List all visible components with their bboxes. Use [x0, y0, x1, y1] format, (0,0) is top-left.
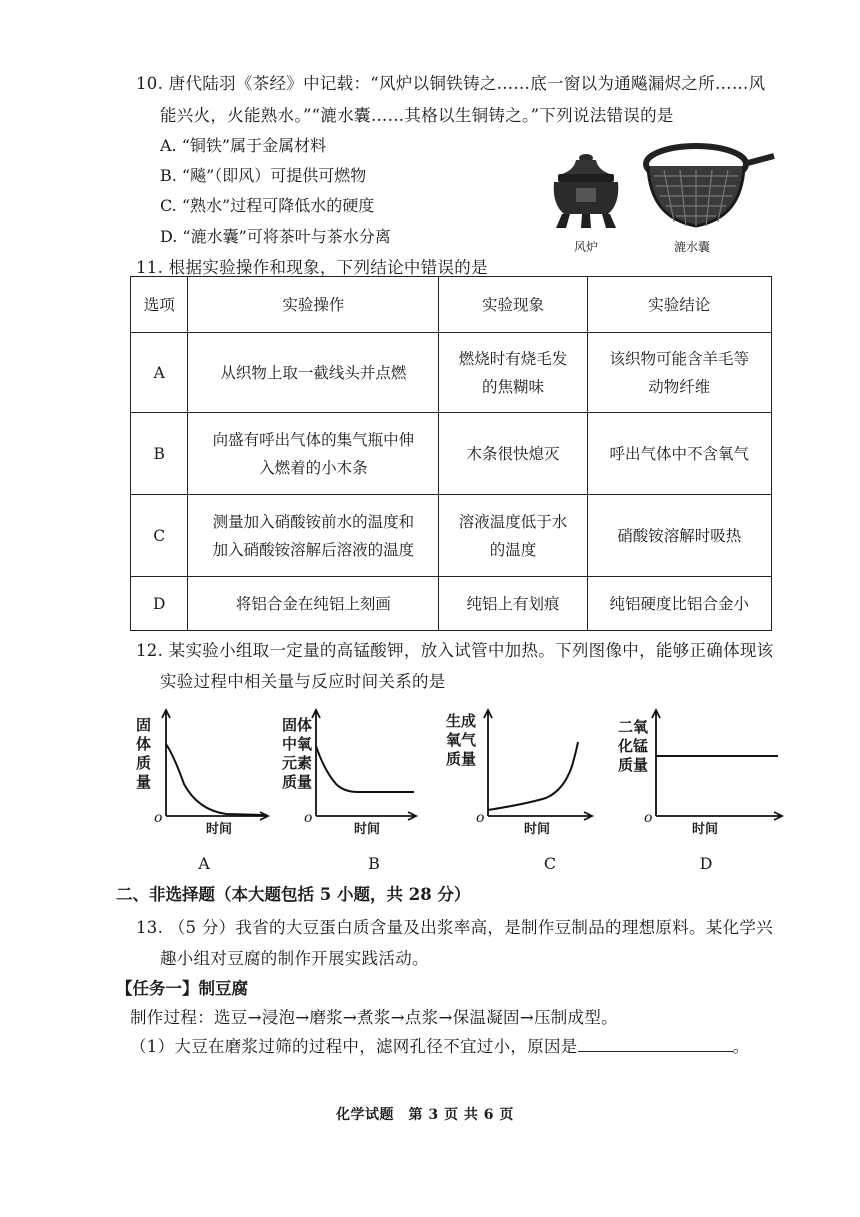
strainer-bag-image [640, 140, 778, 240]
task-one-heading: 【任务一】制豆腐 [116, 979, 248, 998]
q10-option-b: B. “飚”（即风）可提供可燃物 [160, 166, 367, 185]
q12-line-1: 12. 某实验小组取一定量的高锰酸钾，放入试管中加热。下列图像中，能够正确体现该 [136, 641, 774, 660]
row-phenomenon: 溶液温度低于水 的温度 [439, 495, 587, 577]
graph-a [136, 706, 276, 840]
answer-blank[interactable] [578, 1037, 733, 1052]
graph-a-xlabel: 时间 [206, 822, 233, 837]
graph-a-ylabel: 固 体 质 量 [136, 716, 152, 791]
sub-question-1: （1）大豆在磨浆过筛的过程中，滤网孔径不宜过小，原因是 。 [130, 1037, 750, 1056]
table-row [131, 577, 772, 631]
table-header-row [131, 277, 772, 333]
graph-d-letter: D [699, 854, 713, 873]
graph-a-origin: o [154, 810, 163, 826]
row-conclusion: 硝酸铵溶解时吸热 [587, 495, 771, 577]
page-footer: 化学试题 第 3 页 共 6 页 [336, 1107, 514, 1123]
row-operation: 从织物上取一截线头并点燃 [188, 333, 439, 413]
row-option: D [131, 577, 188, 631]
row-conclusion: 该织物可能含羊毛等 动物纤维 [587, 333, 771, 413]
strainer-bag-caption: 漉水囊 [673, 240, 710, 254]
table-row [131, 413, 772, 495]
row-option: A [131, 333, 188, 413]
graph-d-origin: o [644, 810, 653, 826]
wind-furnace-caption: 风炉 [573, 240, 598, 254]
table-row [131, 495, 772, 577]
row-phenomenon: 木条很快熄灭 [439, 413, 587, 495]
header-conclusion: 实验结论 [587, 277, 771, 333]
graph-a-letter: A [198, 854, 210, 873]
q11-stem: 11. 根据实验操作和现象，下列结论中错误的是 [136, 258, 488, 277]
graph-c-xlabel: 时间 [524, 822, 551, 837]
row-phenomenon: 纯铝上有划痕 [439, 577, 587, 631]
q10-line-1: 10. 唐代陆羽《茶经》中记载：“风炉以铜铁铸之……底一窗以为通飚漏烬之所……风 [136, 74, 766, 93]
row-conclusion: 呼出气体中不含氧气 [587, 413, 771, 495]
graph-c-origin: o [476, 810, 485, 826]
header-phenomenon: 实验现象 [439, 277, 587, 333]
section-heading: 二、非选择题（本大题包括 5 小题，共 28 分） [116, 885, 471, 904]
q10-option-d: D. “漉水囊”可将茶叶与茶水分离 [160, 227, 391, 246]
q10-option-a: A. “铜铁”属于金属材料 [160, 136, 327, 155]
q13-line-2: 趣小组对豆腐的制作开展实践活动。 [160, 949, 429, 968]
header-option: 选项 [131, 277, 188, 333]
experiment-table [130, 276, 772, 631]
row-phenomenon: 燃烧时有烧毛发 的焦糊味 [439, 333, 587, 413]
wind-furnace-image [548, 148, 624, 238]
process-text: 制作过程：选豆→浸泡→磨浆→煮浆→点浆→保温凝固→压制成型。 [130, 1008, 618, 1027]
graph-c [446, 706, 596, 840]
graph-b [282, 706, 422, 840]
table-row [131, 333, 772, 413]
graph-d [616, 706, 786, 840]
q10-option-c: C. “熟水”过程可降低水的硬度 [160, 196, 375, 215]
row-conclusion: 纯铝硬度比铝合金小 [587, 577, 771, 631]
graph-d-ylabel: 二氧 化锰 质量 [618, 718, 649, 774]
graph-b-ylabel: 固体 中氧 元素 质量 [282, 716, 313, 791]
graph-b-xlabel: 时间 [354, 822, 381, 837]
row-option: C [131, 495, 188, 577]
row-operation: 测量加入硝酸铵前水的温度和 加入硝酸铵溶解后溶液的温度 [188, 495, 439, 577]
row-option: B [131, 413, 188, 495]
row-operation: 向盛有呼出气体的集气瓶中伸 入燃着的小木条 [188, 413, 439, 495]
graph-c-ylabel: 生成 氧气 质量 [446, 712, 477, 768]
graph-c-letter: C [543, 854, 557, 873]
graph-d-xlabel: 时间 [692, 822, 719, 837]
q13-line-1: 13. （5 分）我省的大豆蛋白质含量及出浆率高，是制作豆制品的理想原料。某化学兴 [136, 918, 774, 937]
q12-line-2: 实验过程中相关量与反应时间关系的是 [160, 672, 446, 691]
header-operation: 实验操作 [188, 277, 439, 333]
graph-b-origin: o [304, 810, 313, 826]
graph-b-letter: B [368, 854, 380, 873]
row-operation: 将铝合金在纯铝上刻画 [188, 577, 439, 631]
q10-line-2: 能兴火，火能熟水。”“漉水囊……其格以生铜铸之。”下列说法错误的是 [160, 106, 674, 125]
